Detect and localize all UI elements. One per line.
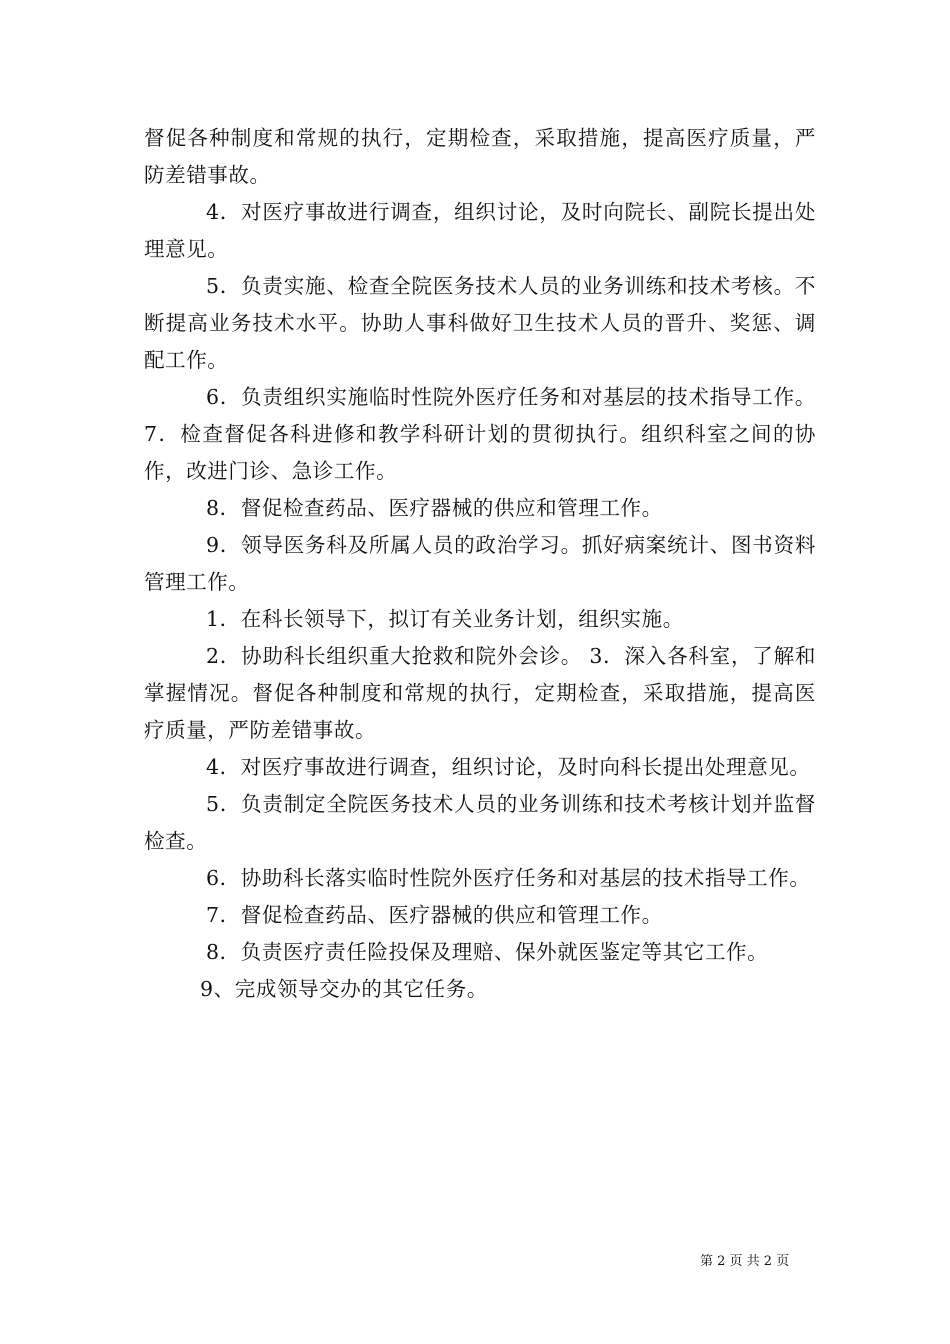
paragraph: 5．负责制定全院医务技术人员的业务训练和技术考核计划并监督检查。 [144, 792, 816, 853]
paragraph: 1．在科长领导下，拟订有关业务计划，组织实施。 [206, 607, 684, 631]
paragraph: 8．督促检查药品、医疗器械的供应和管理工作。 [206, 496, 663, 520]
paragraph: 督促各种制度和常规的执行，定期检查，采取措施，提高医疗质量，严防差错事故。 [144, 126, 816, 187]
paragraph: 9．领导医务科及所属人员的政治学习。抓好病案统计、图书资料管理工作。 [144, 533, 816, 594]
paragraph: 4．对医疗事故进行调查，组织讨论，及时向科长提出处理意见。 [206, 755, 811, 779]
paragraph: 8．负责医疗责任险投保及理赔、保外就医鉴定等其它工作。 [206, 940, 769, 964]
paragraph: 4．对医疗事故进行调查，组织讨论，及时向院长、副院长提出处理意见。 [144, 200, 816, 261]
paragraph: 7．督促检查药品、医疗器械的供应和管理工作。 [206, 903, 663, 927]
paragraph: 5．负责实施、检查全院医务技术人员的业务训练和技术考核。不断提高业务技术水平。协助人事科做好卫生技术人员的晋升、奖惩、调配工作。 [144, 274, 816, 372]
paragraph: 9、完成领导交办的其它任务。 [200, 977, 488, 1001]
page-number: 第 2 页 共 2 页 [700, 1254, 790, 1269]
paragraph: 2．协助科长组织重大抢救和院外会诊。 3．深入各科室，了解和掌握情况。督促各种制度和常规的执行，定期检查，采取措施，提高医疗质量，严防差错事故。 [144, 644, 816, 742]
document-body [144, 120, 816, 1008]
paragraph: 6．负责组织实施临时性院外医疗任务和对基层的技术指导工作。 7．检查督促各科进修和教学科研计划的贯彻执行。组织科室之间的协作，改进门诊、急诊工作。 [144, 385, 816, 483]
paragraph: 6．协助科长落实临时性院外医疗任务和对基层的技术指导工作。 [206, 866, 811, 890]
